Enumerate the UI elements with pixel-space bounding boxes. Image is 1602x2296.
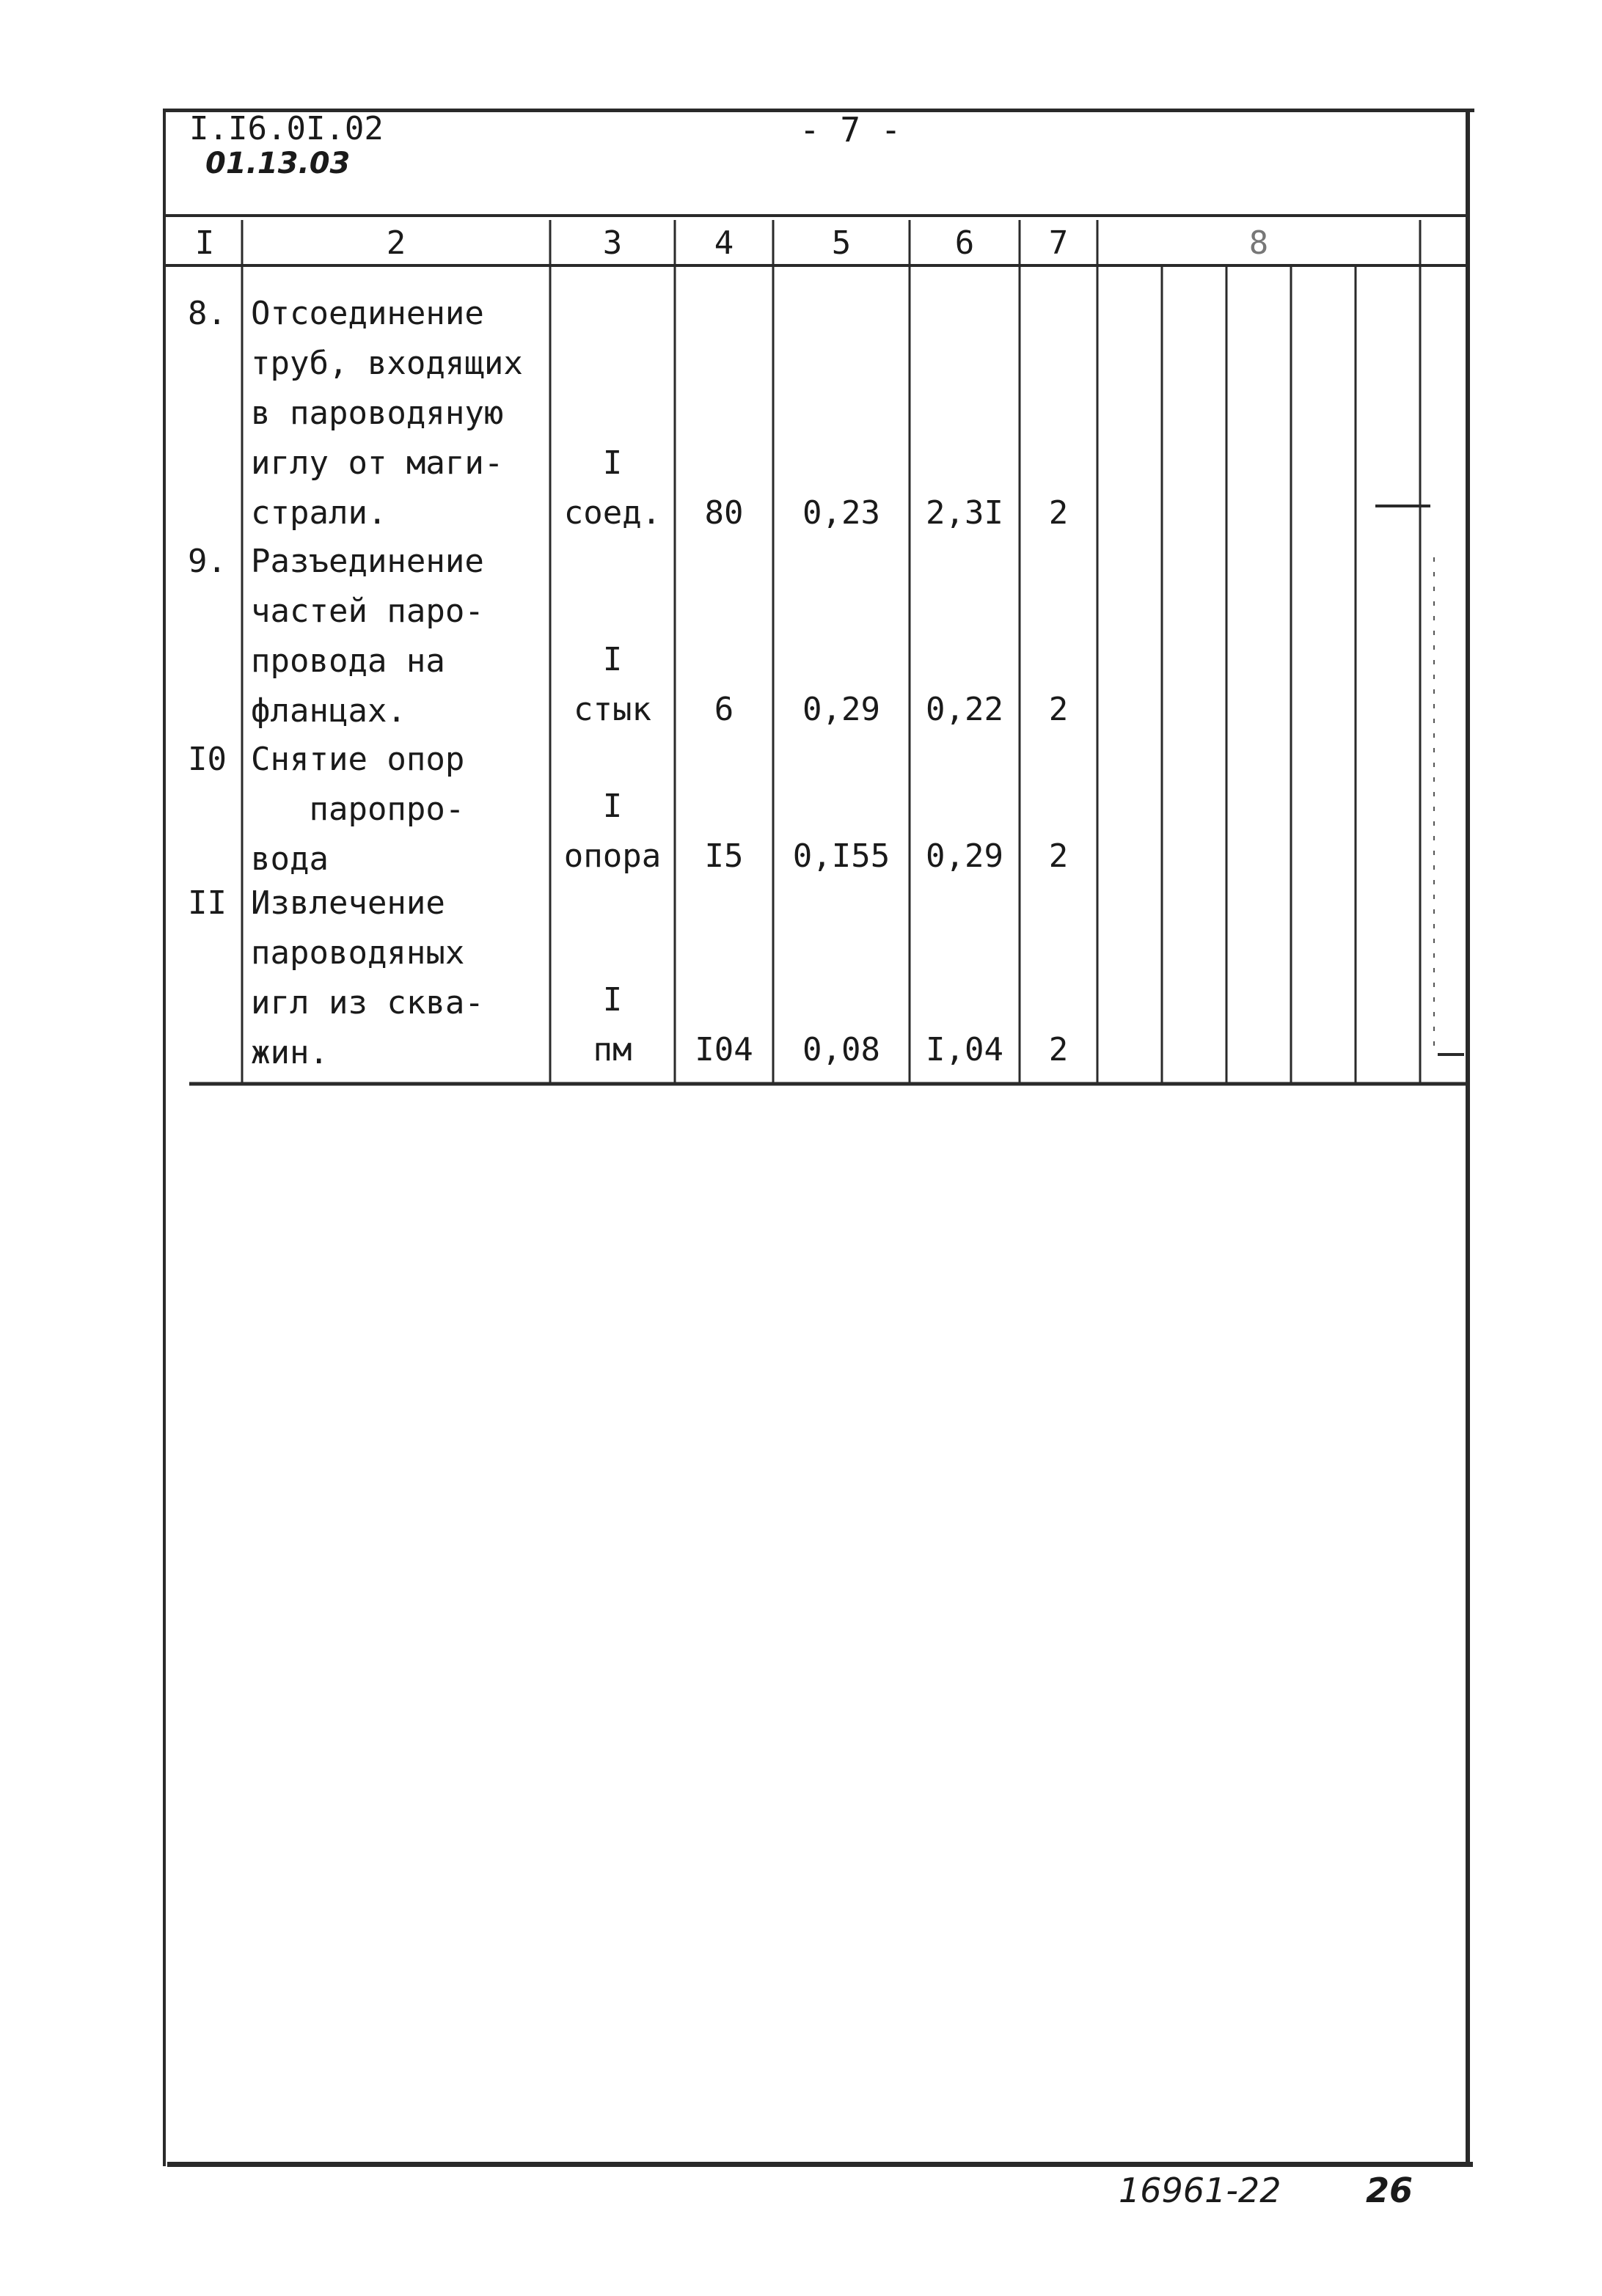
row-total: I,04	[926, 1031, 1003, 1068]
row-workers: 2	[1048, 1031, 1069, 1068]
row-description: Снятие опор паропро- вода	[251, 741, 465, 878]
row-total: 0,29	[926, 837, 1003, 875]
row-norm: 0,23	[802, 494, 880, 532]
row-description: Извлечение пароводяных игл из сква- жин.	[251, 884, 484, 1071]
row-workers: 2	[1048, 837, 1069, 875]
footer-page-number: 26	[1366, 2171, 1413, 2210]
row-workers: 2	[1048, 494, 1069, 532]
row-description: Разъединение частей паро- провода на фланцах.	[251, 543, 484, 730]
column-header-6: 6	[954, 224, 975, 262]
row-description: Отсоединение труб, входящих в пароводяную иглу от маги- страли.	[251, 295, 523, 532]
row-number: II	[188, 884, 227, 922]
row-number: 9.	[188, 543, 227, 580]
row-unit: I соед.	[563, 444, 662, 532]
row-unit: I стык	[574, 641, 651, 728]
row-norm: 0,29	[802, 691, 880, 728]
document-code: I.I6.0I.02	[189, 110, 384, 147]
row-number: I0	[188, 741, 227, 778]
row-number: 8.	[188, 295, 227, 332]
row-quantity: I5	[704, 837, 744, 875]
row-unit: I опора	[563, 788, 662, 875]
page-number: - 7 -	[800, 110, 901, 150]
row-total: 0,22	[926, 691, 1003, 728]
column-header-5: 5	[831, 224, 852, 262]
row-norm: 0,08	[802, 1031, 880, 1068]
column-header-7: 7	[1048, 224, 1069, 262]
column-header-8: 8	[1248, 224, 1269, 262]
document-code-handwritten: 01.13.03	[205, 147, 351, 180]
row-total: 2,3I	[926, 494, 1003, 532]
row-norm: 0,I55	[792, 837, 890, 875]
column-header-4: 4	[714, 224, 734, 262]
column-header-2: 2	[386, 224, 406, 262]
row-unit: I пм	[593, 981, 632, 1068]
column-header-1: I	[194, 224, 215, 262]
row-quantity: 80	[704, 494, 744, 532]
row-workers: 2	[1048, 691, 1069, 728]
column-header-3: 3	[602, 224, 623, 262]
row-quantity: 6	[714, 691, 734, 728]
row-quantity: I04	[695, 1031, 753, 1068]
footer-code: 16961-22	[1119, 2171, 1281, 2210]
